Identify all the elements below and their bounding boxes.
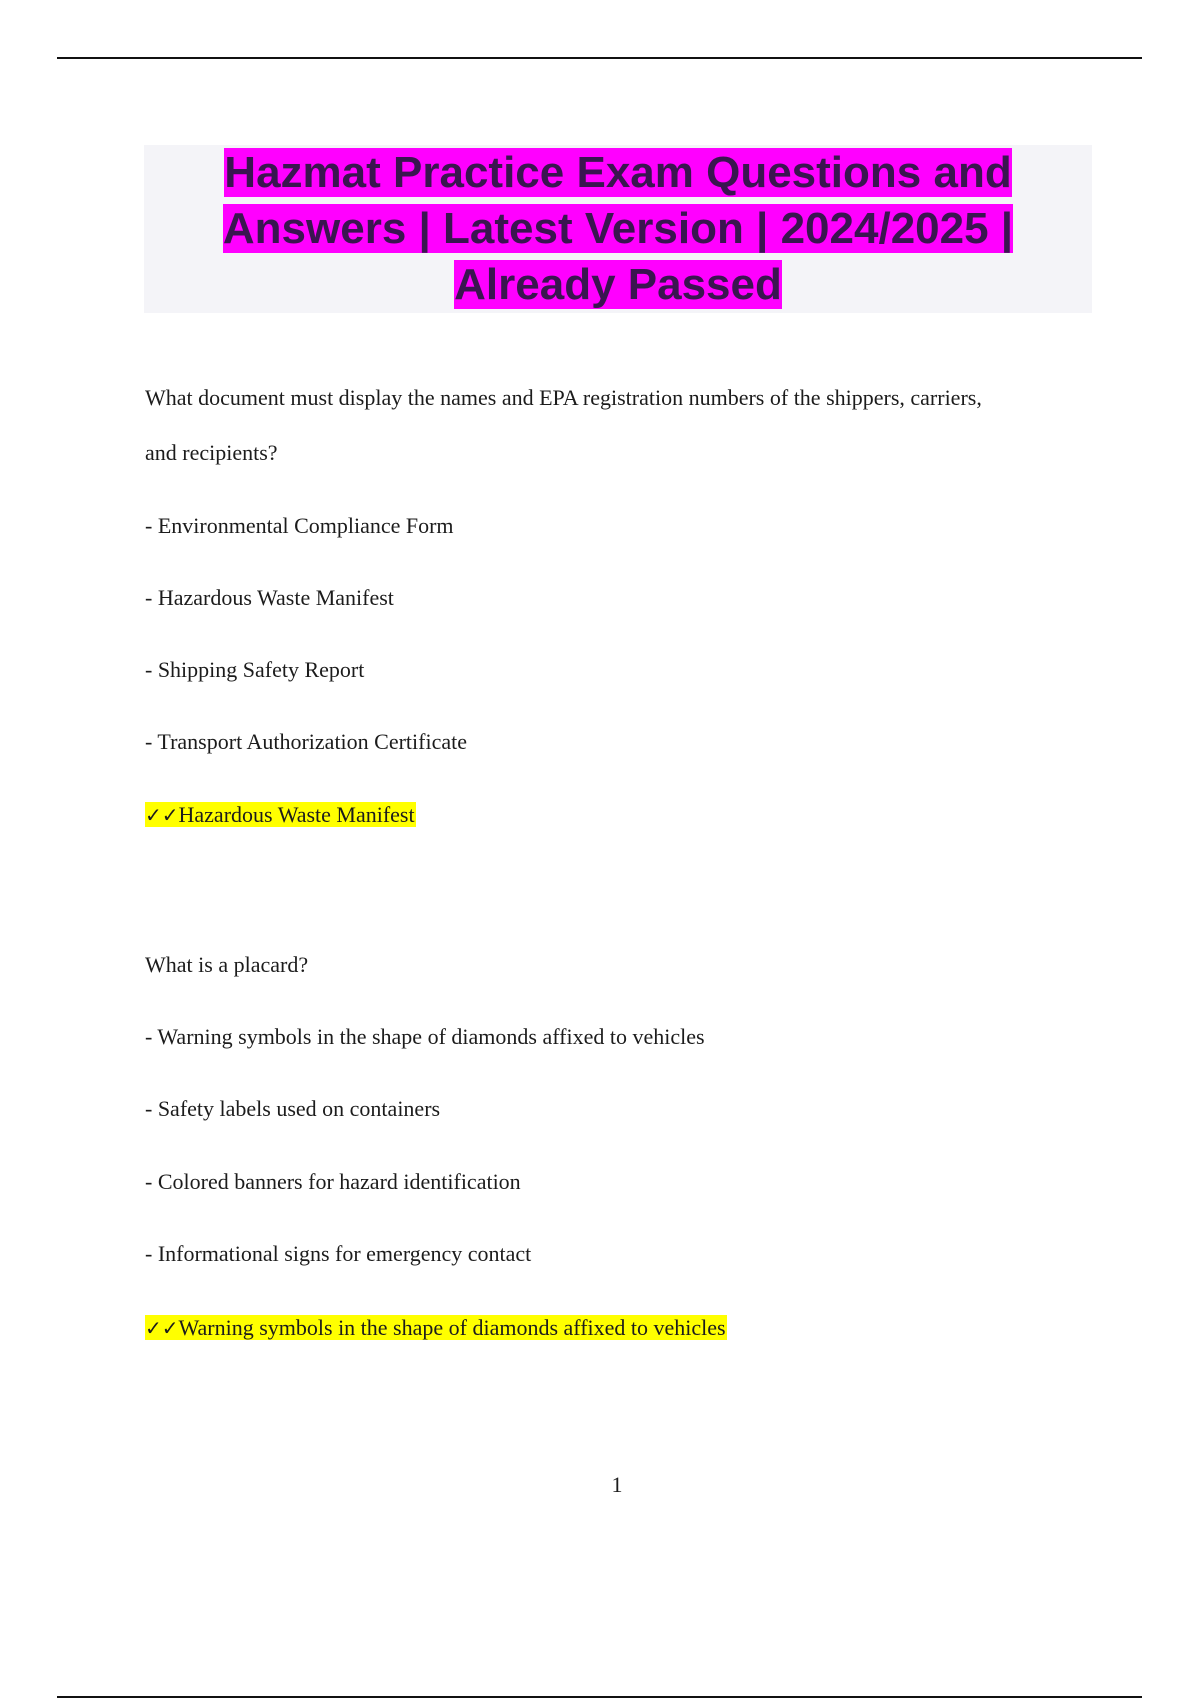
question-2-answer [145, 1315, 727, 1341]
question-1-answer [145, 802, 416, 828]
question-2-text-line1: What is a placard? [145, 952, 309, 977]
question-2-option-4: - Informational signs for emergency contact [145, 1241, 532, 1266]
question-1-text-line2: and recipients? [145, 440, 278, 465]
header-rule [57, 57, 1142, 59]
question-1-answer-text: Hazardous Waste Manifest [178, 802, 415, 827]
question-2-answer-text: Warning symbols in the shape of diamonds affixed to vehicles [178, 1315, 726, 1340]
document-title-text: Hazmat Practice Exam Questions and Answers | Latest Version | 2024/2025 | Already Passed [222, 148, 1014, 309]
question-1-option-2: - Hazardous Waste Manifest [145, 585, 394, 610]
question-2-option-2: - Safety labels used on containers [145, 1096, 441, 1121]
title-block [144, 145, 1092, 313]
question-1-option-4: - Transport Authorization Certificate [145, 729, 467, 754]
question-2-option-1: - Warning symbols in the shape of diamonds affixed to vehicles [145, 1024, 705, 1049]
document-title [144, 145, 1092, 313]
question-1-option-3: - Shipping Safety Report [145, 657, 365, 682]
question-2-answer-highlight [145, 1315, 727, 1340]
question-1-text-line1: What document must display the names and EPA registration numbers of the shippers, carriers, [145, 385, 982, 410]
double-check-icon: ✓✓ [145, 803, 179, 827]
footer-rule [57, 1696, 1142, 1698]
double-check-icon: ✓✓ [145, 1316, 179, 1340]
question-1-answer-highlight [145, 802, 416, 827]
question-1-option-1: - Environmental Compliance Form [145, 513, 454, 538]
page-number: 1 [611, 1472, 623, 1497]
question-2-option-3: - Colored banners for hazard identification [145, 1169, 521, 1194]
